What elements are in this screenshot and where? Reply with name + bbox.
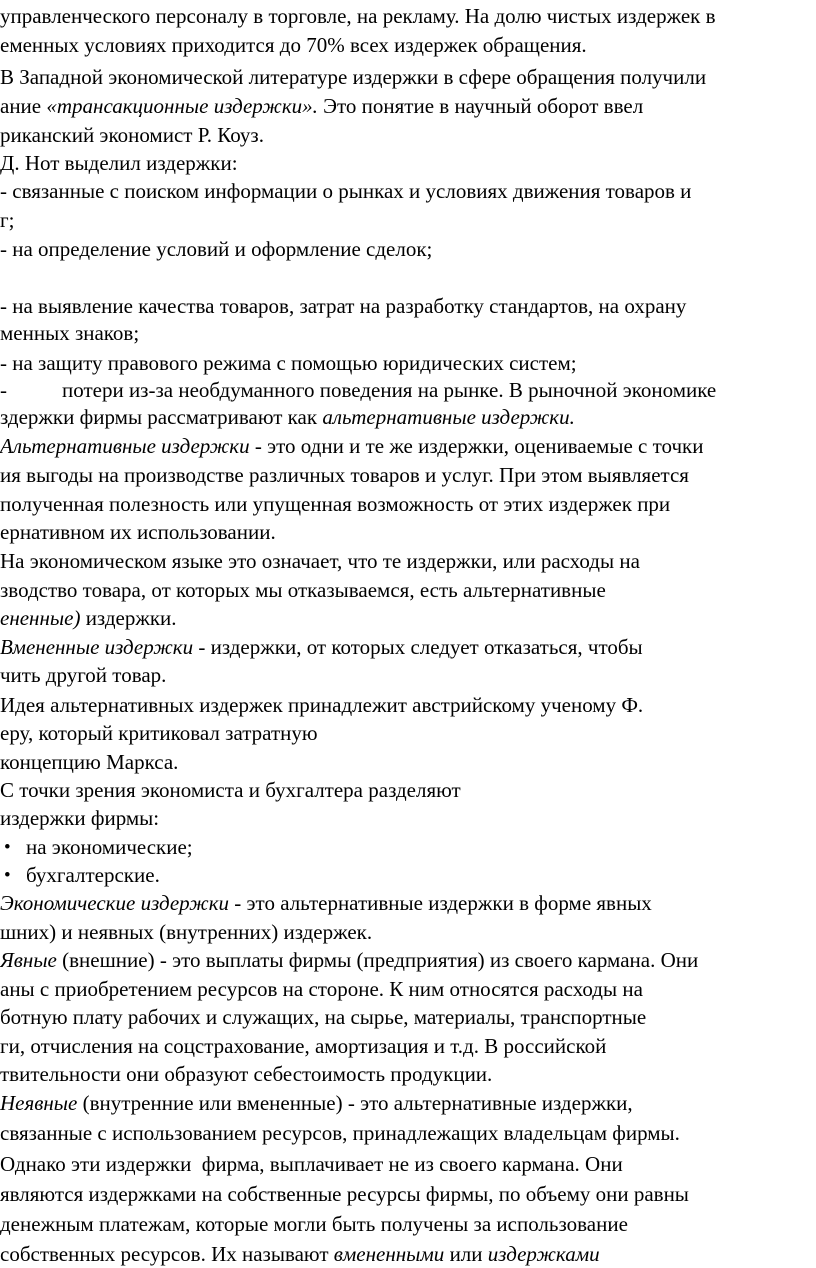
text-run: - на определение условий и оформление сделок; [0,237,433,261]
text-line [0,433,816,460]
text-line [0,404,816,431]
text-line [0,1061,816,1088]
text-line [0,178,816,205]
text-run: В Западной экономической литературе издержки в сфере обращения получили [0,65,707,89]
text-run: еменных условиях приходится до 70% всех издержек обращения. [0,33,587,57]
text-line [0,720,816,747]
text-run: ги, отчисления на соцстрахование, амортизация и т.д. В российской [0,1034,607,1058]
text-line [0,1120,816,1147]
text-run-italic: Вмененные издержки [0,635,194,659]
text-run: Д. Нот выделил издержки: [0,151,238,175]
text-run: Идея альтернативных издержек принадлежит австрийскому ученому Ф. [0,693,644,717]
text-run: издержки фирмы: [0,806,160,830]
text-line [0,548,816,575]
text-run-italic: Альтернативные издержки [0,434,250,458]
text-run: собственных ресурсов. Их называют [0,1242,334,1266]
text-line [0,634,816,661]
text-line [0,947,816,974]
text-line [0,1033,816,1060]
text-line [0,293,816,320]
text-run: (внутренние или вмененные) - это альтернативные издержки, [77,1091,633,1115]
text-run: потери из-за необдуманного поведения на рынке. В рыночной экономике [62,378,717,402]
text-run: (внешние) - это выплаты фирмы (предприятия) из своего кармана. Они [56,948,699,972]
text-run: С точки зрения экономиста и бухгалтера разделяют [0,778,461,802]
text-line [0,64,816,91]
text-run: или [444,1242,488,1266]
text-run: Это понятие в научный оборот ввел [317,94,644,118]
bullet-icon: • [4,837,11,858]
text-line [0,150,816,177]
text-run: - это одни и те же издержки, оцениваемые с точки [249,434,704,458]
text-line [0,1004,816,1031]
text-run: денежным платежам, которые могли быть получены за использование [0,1212,628,1236]
text-line [0,1090,816,1117]
text-line [0,491,816,518]
text-run: здержки фирмы рассматривают как [0,405,323,429]
text-run-italic: ененные) [0,606,81,630]
bullet-icon: • [4,865,11,886]
text-run: - издержки, от которых следует отказаться, чтобы [193,635,643,659]
text-run: риканский экономист Р. Коуз. [0,123,264,147]
text-run-italic: издержками [487,1242,600,1266]
text-run: - это альтернативные издержки в форме явных [229,891,652,915]
text-run: - связанные с поиском информации о рынках и условиях движения товаров и [0,179,692,203]
text-run-italic: альтернативные издержки. [322,405,575,429]
text-line [0,919,816,946]
text-run: ание [0,94,47,118]
text-run: издержки. [80,606,177,630]
text-line [0,749,816,776]
text-line [0,976,816,1003]
text-run-italic: Явные [0,948,57,972]
text-run: шних) и неявных (внутренних) издержек. [0,920,373,944]
text-run: - на выявление качества товаров, затрат на разработку стандартов, на охрану [0,294,687,318]
text-run: еру, который критиковал затратную [0,721,318,745]
text-line [0,3,816,30]
text-line [0,777,816,804]
text-run-italic: вмененными [333,1242,445,1266]
text-line [0,462,816,489]
text-run: зводство товара, от которых мы отказываемся, есть альтернативные [0,578,606,602]
text-run: Однако эти издержки фирма, выплачивает не из своего кармана. Они [0,1152,623,1176]
text-line [0,1151,816,1178]
text-run: ботную плату рабочих и служащих, на сырье, материалы, транспортные [0,1005,647,1029]
text-line [0,662,816,689]
text-line [0,93,816,120]
text-run-italic: Неявные [0,1091,78,1115]
text-run-italic: Экономические издержки [0,891,230,915]
text-run: чить другой товар. [0,663,167,687]
text-line [0,350,816,377]
text-line [0,320,816,347]
text-line [0,377,816,404]
text-run: бухгалтерские. [26,863,160,887]
text-run: На экономическом языке это означает, что те издержки, или расходы на [0,549,640,573]
text-run: полученная полезность или упущенная возможность от этих издержек при [0,492,671,516]
text-line [0,1241,816,1268]
text-line [0,207,816,234]
text-run: связанные с использованием ресурсов, принадлежащих владельцам фирмы. [0,1121,680,1145]
text-run-italic: «трансакционные издержки». [46,94,318,118]
text-line [0,692,816,719]
text-line [0,890,816,917]
text-run: - [0,378,7,402]
text-run: твительности они образуют себестоимость продукции. [0,1062,493,1086]
text-run: - на защиту правового режима с помощью юридических систем; [0,351,577,375]
text-line [0,805,816,832]
text-run: ия выгоды на производстве различных товаров и услуг. При этом выявляется [0,463,689,487]
text-run: ернативном их использовании. [0,520,276,544]
text-run: концепцию Маркса. [0,750,179,774]
text-line [0,605,816,632]
text-line [0,122,816,149]
text-line [0,236,816,263]
text-line [0,577,816,604]
text-run: являются издержками на собственные ресурсы фирмы, по объему они равны [0,1182,689,1206]
text-run: на экономические; [26,835,193,859]
text-run: управленческого персоналу в торговле, на рекламу. На долю чистых издержек в [0,4,716,28]
text-run: менных знаков; [0,321,140,345]
text-line [0,1211,816,1238]
text-run: г; [0,208,15,232]
text-line [0,1181,816,1208]
text-line [0,519,816,546]
text-run: аны с приобретением ресурсов на стороне. К ним относятся расходы на [0,977,643,1001]
text-line [0,32,816,59]
